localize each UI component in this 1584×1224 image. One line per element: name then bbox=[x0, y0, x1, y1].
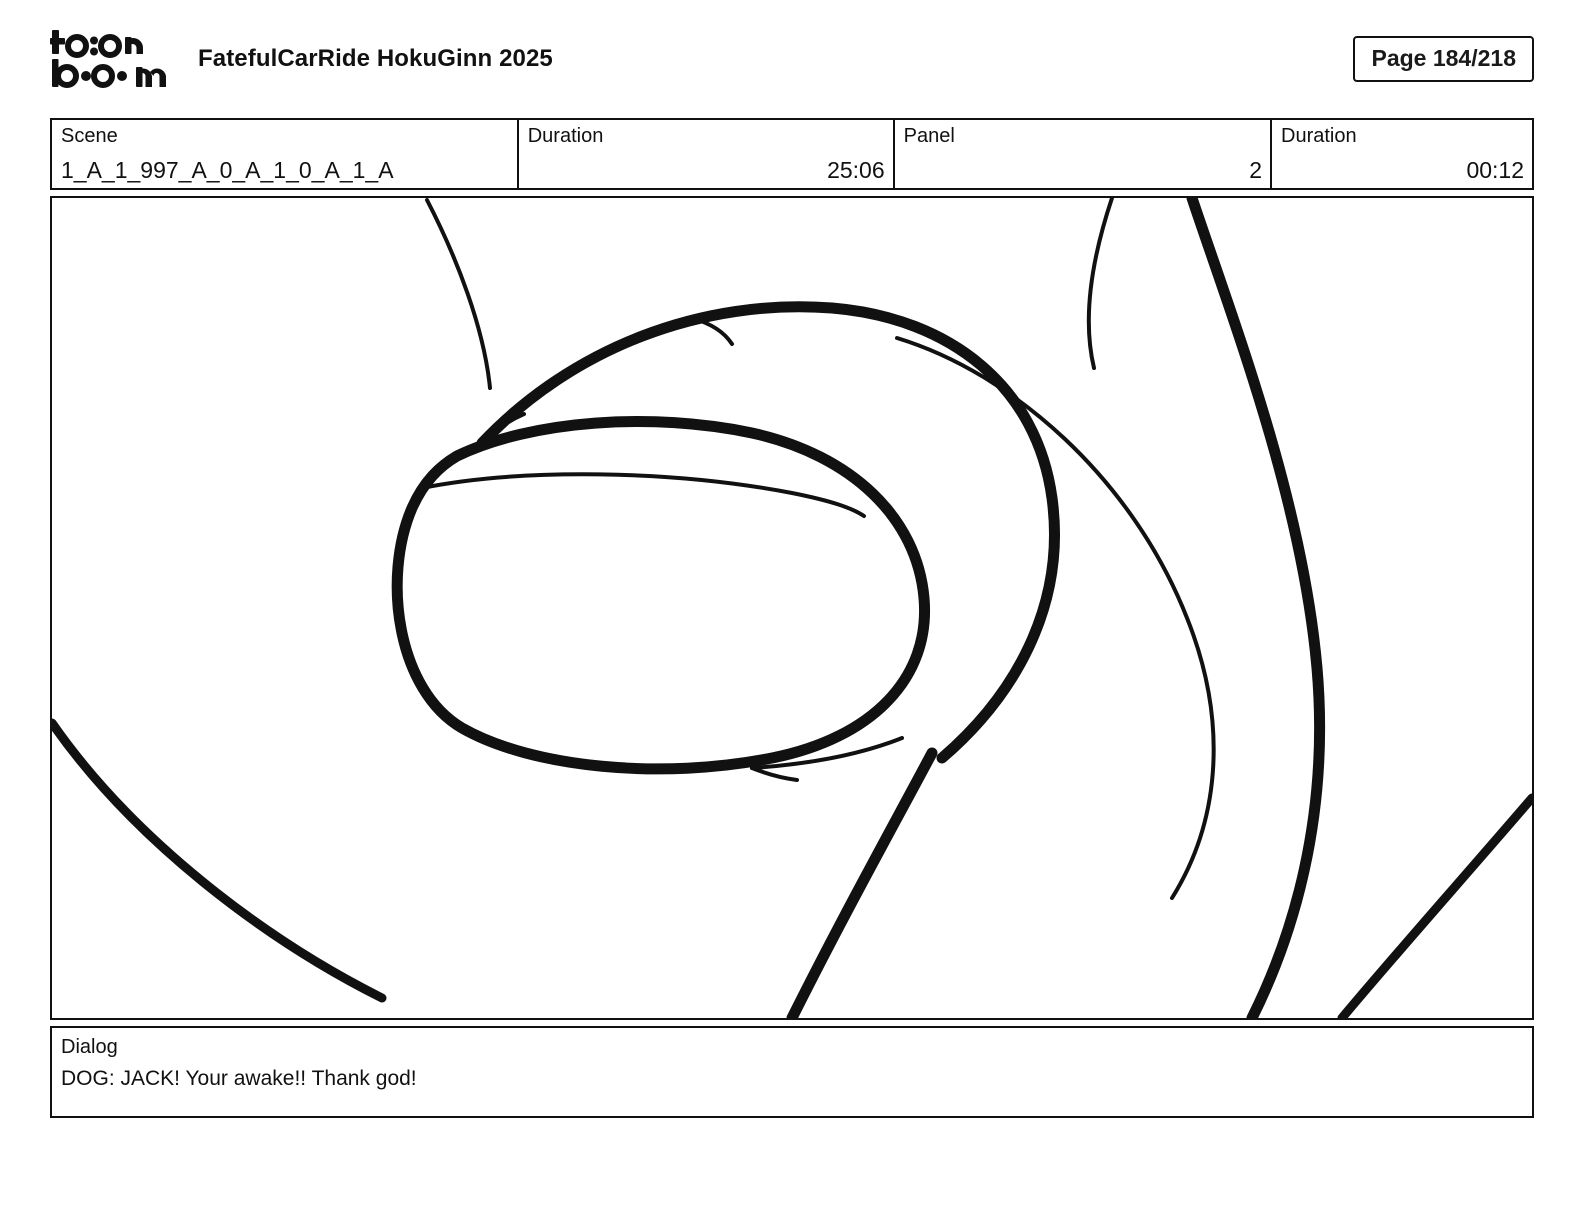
panel-label: Panel bbox=[903, 125, 955, 147]
panel-duration-value: 00:12 bbox=[1466, 157, 1524, 183]
scene-duration-value: 25:06 bbox=[827, 157, 885, 183]
panel-duration-cell bbox=[1270, 120, 1532, 188]
dialog-text: DOG: JACK! Your awake!! Thank god! bbox=[61, 1067, 417, 1090]
dialog-label: Dialog bbox=[61, 1036, 118, 1058]
page-number-badge: Page 184/218 bbox=[1353, 36, 1534, 82]
panel-value: 2 bbox=[1249, 157, 1263, 183]
dialog-box bbox=[50, 1026, 1534, 1118]
panel-drawing bbox=[52, 198, 1532, 1018]
scene-label: Scene bbox=[61, 125, 118, 147]
panel-duration-label: Duration bbox=[1281, 125, 1357, 147]
scene-duration-cell bbox=[517, 120, 893, 188]
panel-meta-table bbox=[50, 118, 1534, 190]
scene-cell bbox=[52, 120, 517, 188]
scene-duration-label: Duration bbox=[527, 125, 604, 147]
page-header bbox=[50, 0, 1534, 118]
toon-boom-logo bbox=[50, 28, 180, 90]
panel-cell bbox=[893, 120, 1270, 188]
scene-value: 1_A_1_997_A_0_A_1_0_A_1_A bbox=[61, 157, 394, 183]
storyboard-panel-artwork bbox=[50, 196, 1534, 1020]
page-title: FatefulCarRide HokuGinn 2025 bbox=[198, 45, 553, 72]
